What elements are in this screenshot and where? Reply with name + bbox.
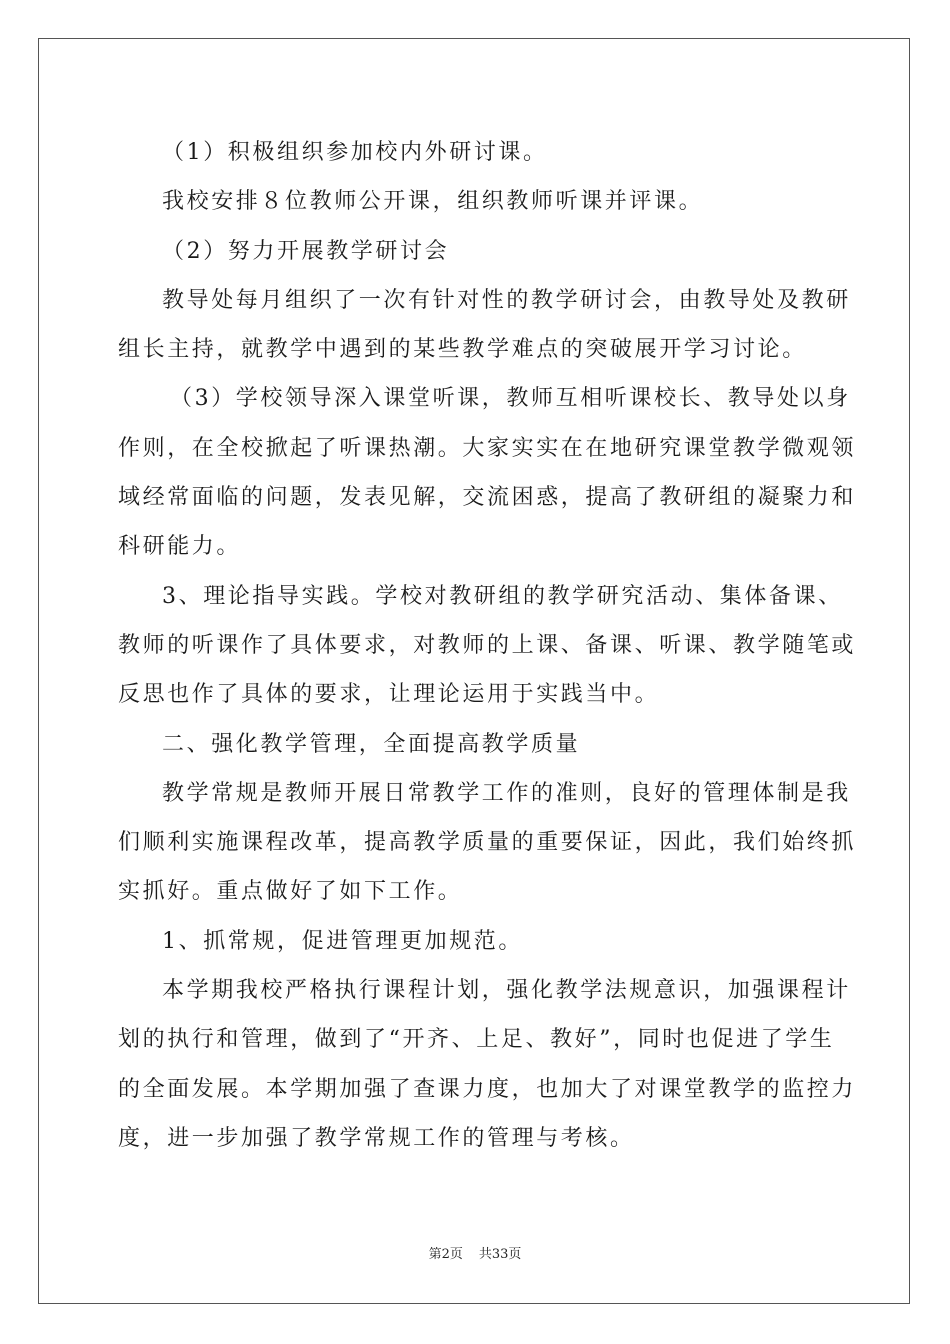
paragraph-line: （3）学校领导深入课堂听课，教师互相听课校长、教导处以身 [170,386,851,412]
page-total: 共33页 [478,1247,522,1262]
paragraph-line: 实抓好。重点做好了如下工作。 [118,879,463,905]
section-heading: 二、强化教学管理，全面提高教学质量 [162,731,581,757]
paragraph-line: 我校安排８位教师公开课，组织教师听课并评课。 [162,189,704,215]
paragraph-line: 度，进一步加强了教学常规工作的管理与考核。 [118,1125,635,1151]
paragraph-line: 教导处每月组织了一次有针对性的教学研讨会，由教导处及教研 [162,287,851,313]
page-number: 第2页 [428,1247,463,1262]
paragraph-line: 本学期我校严格执行课程计划，强化教学法规意识，加强课程计 [162,978,851,1004]
page-footer [0,1246,950,1264]
paragraph-line: 组长主持，就教学中遇到的某些教学难点的突破展开学习讨论。 [118,337,807,363]
paragraph-line: 教学常规是教师开展日常教学工作的准则，良好的管理体制是我 [162,780,851,806]
paragraph-line: 科研能力。 [118,534,242,560]
paragraph-line: 的全面发展。本学期加强了查课力度，也加大了对课堂教学的监控力 [118,1076,857,1102]
paragraph-line: 作则，在全校掀起了听课热潮。大家实实在在地研究课堂教学微观领 [118,435,857,461]
paragraph-line: （1）积极组织参加校内外研讨课。 [162,140,548,165]
paragraph-line: 3、理论指导实践。学校对教研组的教学研究活动、集体备课、 [162,583,843,609]
paragraph-line: （2）努力开展教学研讨会 [162,238,450,264]
paragraph-line: 划的执行和管理，做到了“开齐、上足、教好”，同时也促进了学生 [118,1027,835,1053]
paragraph-line: 教师的听课作了具体要求，对教师的上课、备课、听课、教学随笔或 [118,632,857,658]
paragraph-line: 域经常面临的问题，发表见解，交流困惑，提高了教研组的凝聚力和 [118,485,857,511]
paragraph-line: 反思也作了具体的要求，让理论运用于实践当中。 [118,682,660,708]
document-body [118,128,857,1163]
subsection-heading: 1、抓常规，促进管理更加规范。 [162,928,523,954]
paragraph-line: 们顺利实施课程改革，提高教学质量的重要保证，因此，我们始终抓 [118,830,857,856]
